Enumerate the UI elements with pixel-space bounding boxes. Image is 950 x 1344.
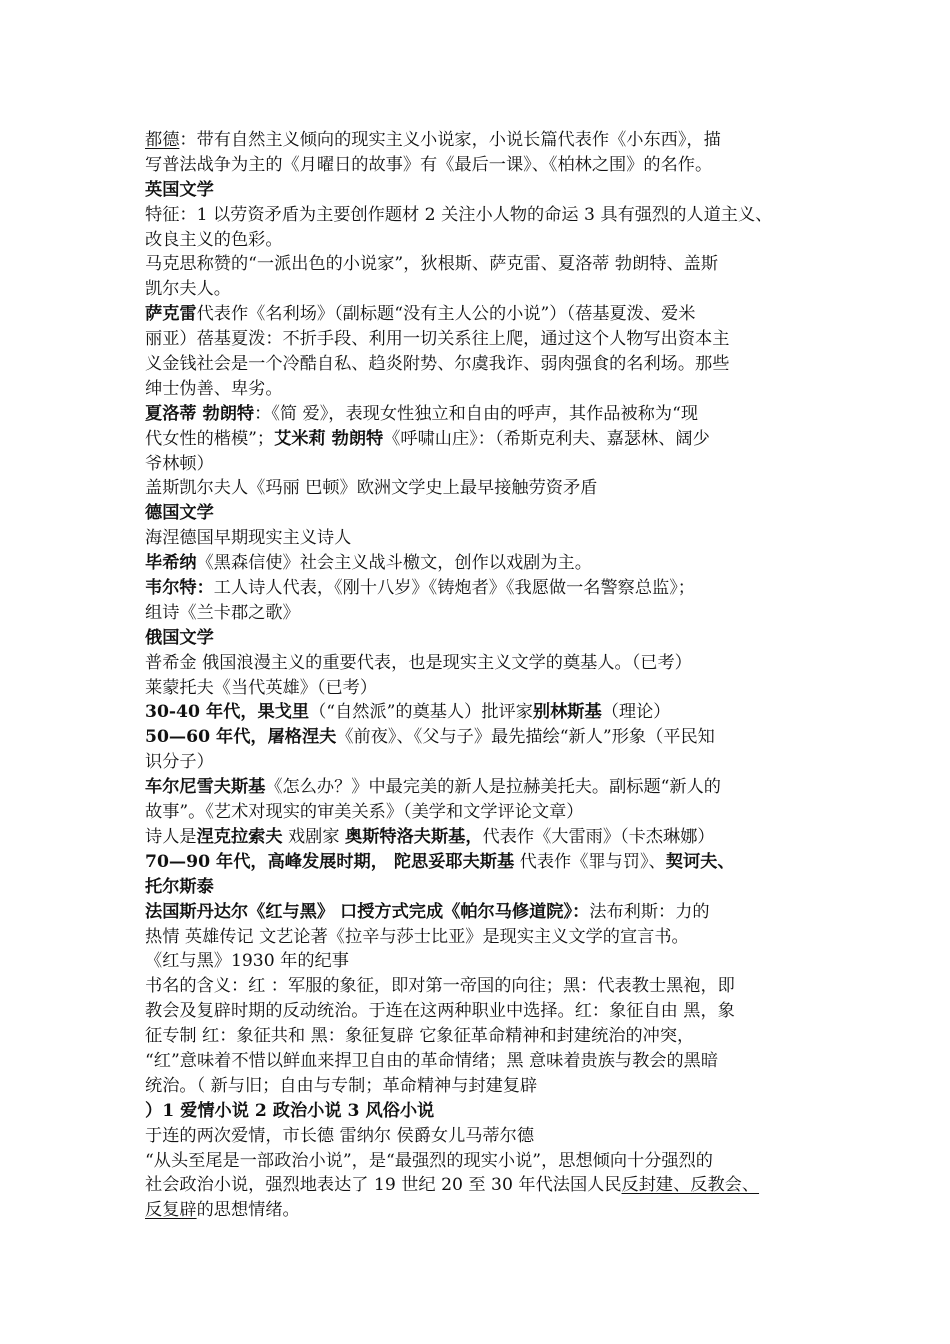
text-run: 《怎么办？》中最完美的新人是拉赫美托夫。副标题“新人的 [265,777,721,798]
text-run: 义金钱社会是一个冷酷自私、趋炎附势、尔虞我诈、弱肉强食的名利场。那些 [145,354,730,375]
text-run: 诗人是 [145,826,197,847]
text-line [145,327,815,352]
bold-text: 车尔尼雪夫斯基 [145,777,266,798]
text-run: （“自然派”的奠基人）批评家 [309,702,533,723]
text-line [145,700,815,725]
text-line [145,1173,815,1198]
text-line [145,999,815,1024]
text-run: 代女性的楷模”； [145,428,275,449]
bold-text: ）1 爱情小说 2 政治小说 3 风俗小说 [145,1100,435,1121]
bold-text: 30-40 年代，果戈里 [145,702,310,723]
bold-text: 萨克雷 [145,304,197,325]
text-line [145,551,815,576]
text-line [145,128,815,153]
text-run: 法布利斯：力的 [589,901,710,922]
bold-text: 德国文学 [145,503,214,524]
text-run: 改良主义的色彩。 [145,229,283,250]
text-line [145,228,815,253]
underlined-text: 反封建、反教会、 [621,1175,760,1196]
text-line [145,626,815,651]
text-run: 的思想情绪。 [196,1200,300,1221]
text-line [145,1149,815,1174]
text-run: 特征：1 以劳资矛盾为主要创作题材 2 关注小人物的命运 3 具有强烈的人道主义、 [145,204,773,225]
text-run: 爷林顿） [145,453,214,474]
bold-text: 韦尔特： [145,578,214,599]
text-run: 写普法战争为主的《月曜日的故事》有《最后一课》、《柏林之围》的名作。 [145,154,713,175]
text-line [145,501,815,526]
text-run: 组诗《兰卡郡之歌》 [145,602,300,623]
text-line [145,427,815,452]
text-line [145,1198,815,1223]
text-line [145,974,815,999]
text-run: 统治。（ 新与旧；自由与专制；革命精神与封建复辟 [145,1075,538,1096]
document-page [145,128,815,1223]
text-run: 社会政治小说，强烈地表达了 19 世纪 20 至 30 年代法国人民 [145,1175,622,1196]
bold-text: 托尔斯泰 [145,876,214,897]
text-line [145,800,815,825]
bold-text: 英国文学 [145,179,214,200]
text-line [145,925,815,950]
bold-text: 俄国文学 [145,627,214,648]
text-line [145,775,815,800]
text-line [145,252,815,277]
text-line [145,676,815,701]
text-run: 教会及复辟时期的反动统治。于连在这两种职业中选择。红：象征自由 黑，象 [145,1001,735,1022]
bold-text: 70—90 年代，高峰发展时期， 陀思妥耶夫斯基 [145,851,515,872]
text-run: 戏剧家 [282,826,346,847]
text-line [145,277,815,302]
text-line [145,352,815,377]
bold-text: 毕希纳 [145,553,197,574]
text-line [145,452,815,477]
bold-text: 50—60 年代，屠格涅夫 [145,727,337,748]
text-line [145,651,815,676]
text-line [145,875,815,900]
text-run: 盖斯凯尔夫人《玛丽 巴顿》欧洲文学史上最早接触劳资矛盾 [145,478,598,499]
text-run: 书名的含义：红 ：军服的象征，即对第一帝国的向往；黑：代表教士黑袍，即 [145,976,735,997]
bold-text: 涅克拉索夫 [196,826,283,847]
text-line [145,900,815,925]
text-run: 故事”。《艺术对现实的审美关系》（美学和文学评论文章） [145,802,584,823]
bold-text: 艾米莉 勃朗特 [274,428,384,449]
text-run: 识分子） [145,752,214,773]
text-line [145,302,815,327]
text-line [145,725,815,750]
text-run: 普希金 俄国浪漫主义的重要代表，也是现实主义文学的奠基人。（已考） [145,652,692,673]
text-run: 莱蒙托夫《当代英雄》（已考） [145,677,378,698]
bold-text: 夏洛蒂 勃朗特 [145,403,255,424]
text-line [145,1024,815,1049]
text-line [145,750,815,775]
text-run: 马克思称赞的“一派出色的小说家”，狄根斯、萨克雷、夏洛蒂 勃朗特、盖斯 [145,254,719,275]
text-run: 征专制 红：象征共和 黑：象征复辟 它象征革命精神和封建统治的冲突， [145,1026,695,1047]
underlined-text: 反复辟 [145,1200,197,1221]
text-run: “红”意味着不惜以鲜血来捍卫自由的革命情绪；黑 意味着贵族与教会的黑暗 [145,1050,719,1071]
text-run: 《前夜》、《父与子》最先描绘“新人”形象（平民知 [336,727,715,748]
bold-text: 奥斯特洛夫斯基， [345,826,483,847]
text-run: “从头至尾是一部政治小说”，是“最强烈的现实小说”，思想倾向十分强烈的 [145,1150,713,1171]
text-run: 海涅德国早期现实主义诗人 [145,528,352,549]
text-line [145,825,815,850]
text-run: ：《简 爱》，表现女性独立和自由的呼声，其作品被称为“现 [254,403,699,424]
text-line [145,203,815,228]
bold-text: 别林斯基 [532,702,602,723]
underlined-text: 都德 [145,130,180,150]
text-run: （理论） [601,702,671,723]
text-line [145,1099,815,1124]
text-run: 《黑森信使》社会主义战斗檄文，创作以戏剧为主。 [196,553,592,574]
text-line [145,153,815,178]
text-run: 代表作《名利场》（副标题“没有主人公的小说”）（蓓基夏泼、爱米 [196,304,696,325]
text-line [145,1074,815,1099]
text-run: 代表作《大雷雨》（卡杰琳娜） [482,826,715,847]
text-line [145,402,815,427]
text-line [145,576,815,601]
text-line [145,949,815,974]
text-run: 于连的两次爱情，市长德 雷纳尔 侯爵女儿马蒂尔德 [145,1125,535,1146]
text-line [145,377,815,402]
text-line [145,601,815,626]
bold-text: 契诃夫、 [665,851,735,872]
text-line [145,476,815,501]
bold-text: 法国斯丹达尔《红与黑》 口授方式完成《帕尔马修道院》： [145,901,590,922]
text-line [145,1049,815,1074]
text-run: 凯尔夫人。 [145,279,231,300]
text-line [145,850,815,875]
text-run: 《红与黑》1930 年的纪事 [145,951,349,972]
text-line [145,526,815,551]
text-run: 代表作《罪与罚》、 [514,851,666,872]
text-run: 热情 英雄传记 文艺论著《拉辛与莎士比亚》是现实主义文学的宣言书。 [145,926,689,947]
text-run: 绅士伪善、卑劣。 [145,378,283,399]
text-line [145,178,815,203]
text-run: ：带有自然主义倾向的现实主义小说家，小说长篇代表作《小东西》，描 [179,130,721,150]
text-line [145,1124,815,1149]
text-run: 丽亚）蓓基夏泼：不折手段、利用一切关系往上爬，通过这个人物写出资本主 [145,329,730,350]
text-run: 工人诗人代表，《刚十八岁》《铸炮者》《我愿做一名警察总监》； [213,578,695,599]
text-run: 《呼啸山庄》：（希斯克利夫、嘉瑟林、阔少 [383,428,710,449]
